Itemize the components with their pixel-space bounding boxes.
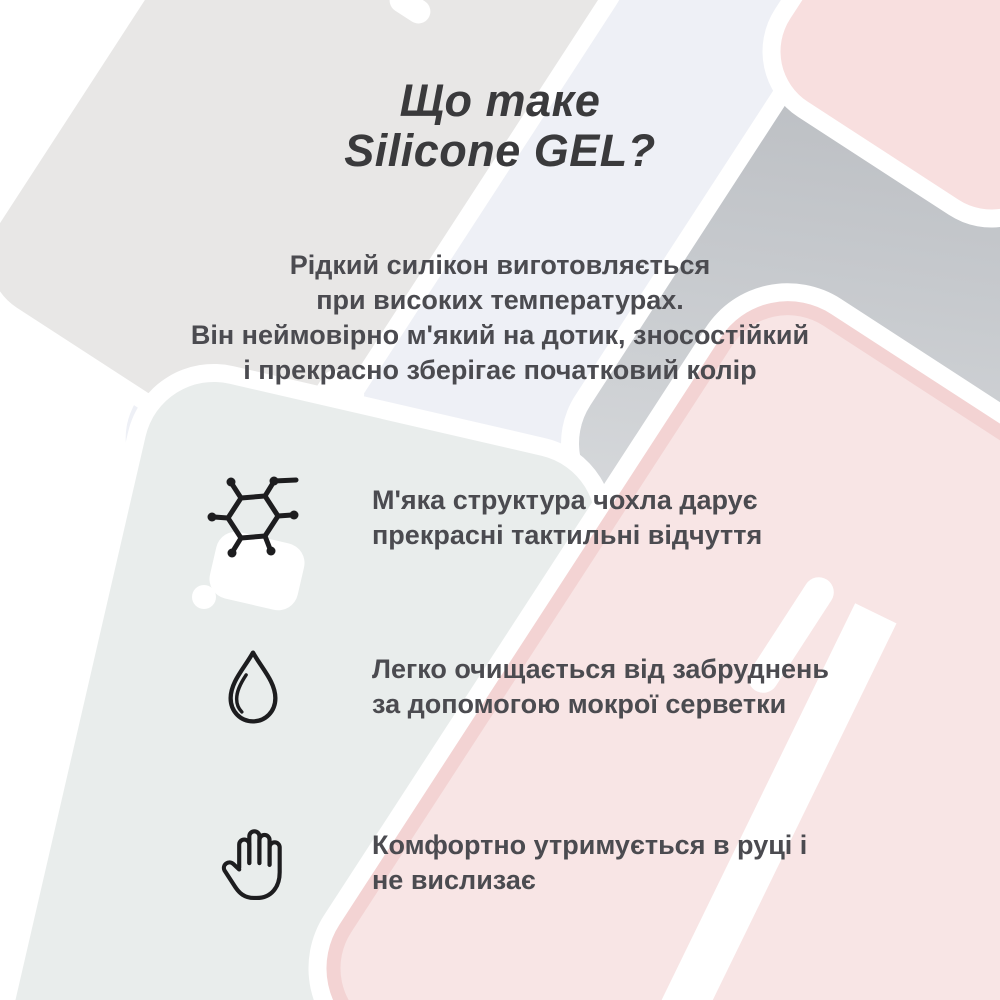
intro-line: і прекрасно зберігає початковий колір	[243, 355, 757, 385]
feature-text	[372, 828, 807, 898]
intro-line: Він неймовірно м'який на дотик, зносостійкий	[190, 320, 810, 350]
page-title	[0, 76, 1000, 176]
feature-text	[372, 483, 762, 553]
intro-paragraph	[0, 248, 1000, 388]
feature-text	[372, 652, 829, 722]
feature-soft-structure	[195, 450, 875, 585]
feature-easy-cleaning	[195, 622, 875, 752]
feature-text-line: Легко очищається від забруднень	[372, 654, 829, 684]
page-title-line-2: Silicone GEL?	[344, 125, 656, 176]
droplet-icon	[195, 644, 310, 730]
feature-text-line: М'яка структура чохла дарує	[372, 484, 758, 515]
intro-line: Рідкий силікон виготовляється	[289, 250, 711, 280]
page-title-line-1: Що таке	[399, 75, 601, 126]
molecule-icon	[195, 468, 310, 568]
feature-text-line: Комфортно утримується в руці і	[372, 830, 808, 860]
feature-comfort-grip	[195, 798, 875, 928]
intro-line: при високих температурах.	[316, 285, 684, 315]
hand-icon	[195, 817, 310, 909]
feature-text-line: за допомогою мокрої серветки	[372, 689, 787, 719]
feature-text-line: не вислизає	[372, 865, 536, 895]
feature-text-line: прекрасні тактильні відчуття	[372, 519, 763, 550]
